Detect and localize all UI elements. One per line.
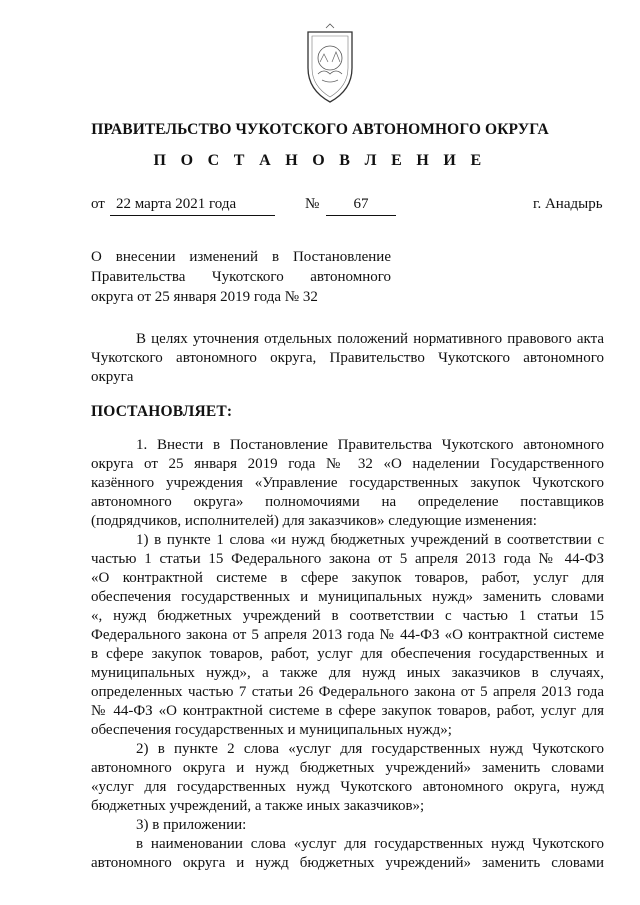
body-line: автономного округа» полномочиями на определение поставщиков <box>91 494 604 510</box>
coat-of-arms-icon <box>298 22 362 106</box>
document-type: П О С Т А Н О В Л Е Н И Е <box>153 152 487 169</box>
preamble-line: округа <box>91 369 134 385</box>
preamble-line: В целях уточнения отдельных положений нормативного правового акта <box>136 331 604 347</box>
body-line: муниципальных нужд», а также для нужд иных заказчиков в случаях, <box>91 665 604 681</box>
decree-body <box>91 436 604 873</box>
body-line: обеспечения государственных и муниципальных нужд» заменить словами <box>91 589 604 605</box>
preamble-line: Чукотского автономного округа, Правительство Чукотского автономного <box>91 350 604 366</box>
body-line: «О контрактной системе в сфере закупок товаров, работ, услуг для <box>91 570 604 586</box>
subject-line: Правительства Чукотского автономного <box>91 269 391 285</box>
document-subject <box>91 247 391 307</box>
body-line: частью 1 статьи 15 Федерального закона от 5 апреля 2013 года № 44-ФЗ <box>91 551 604 567</box>
body-line: (подрядчиков, исполнителей) для заказчиков» следующие изменения: <box>91 513 537 529</box>
body-line: 1. Внести в Постановление Правительства Чукотского автономного <box>136 437 604 453</box>
city-name: г. Анадырь <box>533 196 603 212</box>
body-line: автономного округа и нужд бюджетных учреждений» заменить словами <box>91 855 604 871</box>
authority-title: ПРАВИТЕЛЬСТВО ЧУКОТСКОГО АВТОНОМНОГО ОКРУГА <box>91 121 549 138</box>
body-line: 3) в приложении: <box>136 817 247 833</box>
preamble <box>91 330 604 387</box>
body-line: казённого учреждения «Управление государственных закупок Чукотского <box>91 475 604 491</box>
body-line: в сфере закупок товаров, работ, услуг для обеспечения государственных и <box>91 646 604 662</box>
body-line: в наименовании слова «услуг для государственных нужд Чукотского <box>136 836 604 852</box>
date-value: 22 марта 2021 года <box>116 196 237 212</box>
body-line: автономного округа и нужд бюджетных учреждений» заменить словами <box>91 760 604 776</box>
body-line: «, нужд бюджетных учреждений в соответствии с частью 1 статьи 15 <box>91 608 604 624</box>
body-line: бюджетных учреждений, а также иных заказчиков»; <box>91 798 425 814</box>
body-line: Федерального закона от 5 апреля 2013 года № 44-ФЗ «О контрактной системе <box>91 627 604 643</box>
body-line: № 44-ФЗ «О контрактной системе в сфере закупок товаров, работ, услуг для <box>91 703 604 719</box>
body-line: «услуг для государственных нужд Чукотского автономного округа, нужд <box>91 779 604 795</box>
date-field <box>110 196 275 216</box>
number-field <box>326 196 396 216</box>
subject-line: округа от 25 января 2019 года № 32 <box>91 289 318 305</box>
number-value: 67 <box>353 196 369 212</box>
document-meta <box>0 196 640 218</box>
body-line: 1) в пункте 1 слова «и нужд бюджетных учреждений в соответствии с <box>136 532 604 548</box>
body-line: округа от 25 января 2019 года № 32 «О наделении Государственного <box>91 456 604 472</box>
date-label: от <box>91 196 105 212</box>
body-line: определенных частью 7 статьи 26 Федерального закона от 5 апреля 2013 года <box>91 684 604 700</box>
body-line: 2) в пункте 2 слова «услуг для государственных нужд Чукотского <box>136 741 604 757</box>
subject-line: О внесении изменений в Постановление <box>91 249 391 265</box>
number-label: № <box>305 196 320 212</box>
decree-word: ПОСТАНОВЛЯЕТ: <box>91 403 233 420</box>
body-line: обеспечения государственных и муниципальных нужд»; <box>91 722 452 738</box>
